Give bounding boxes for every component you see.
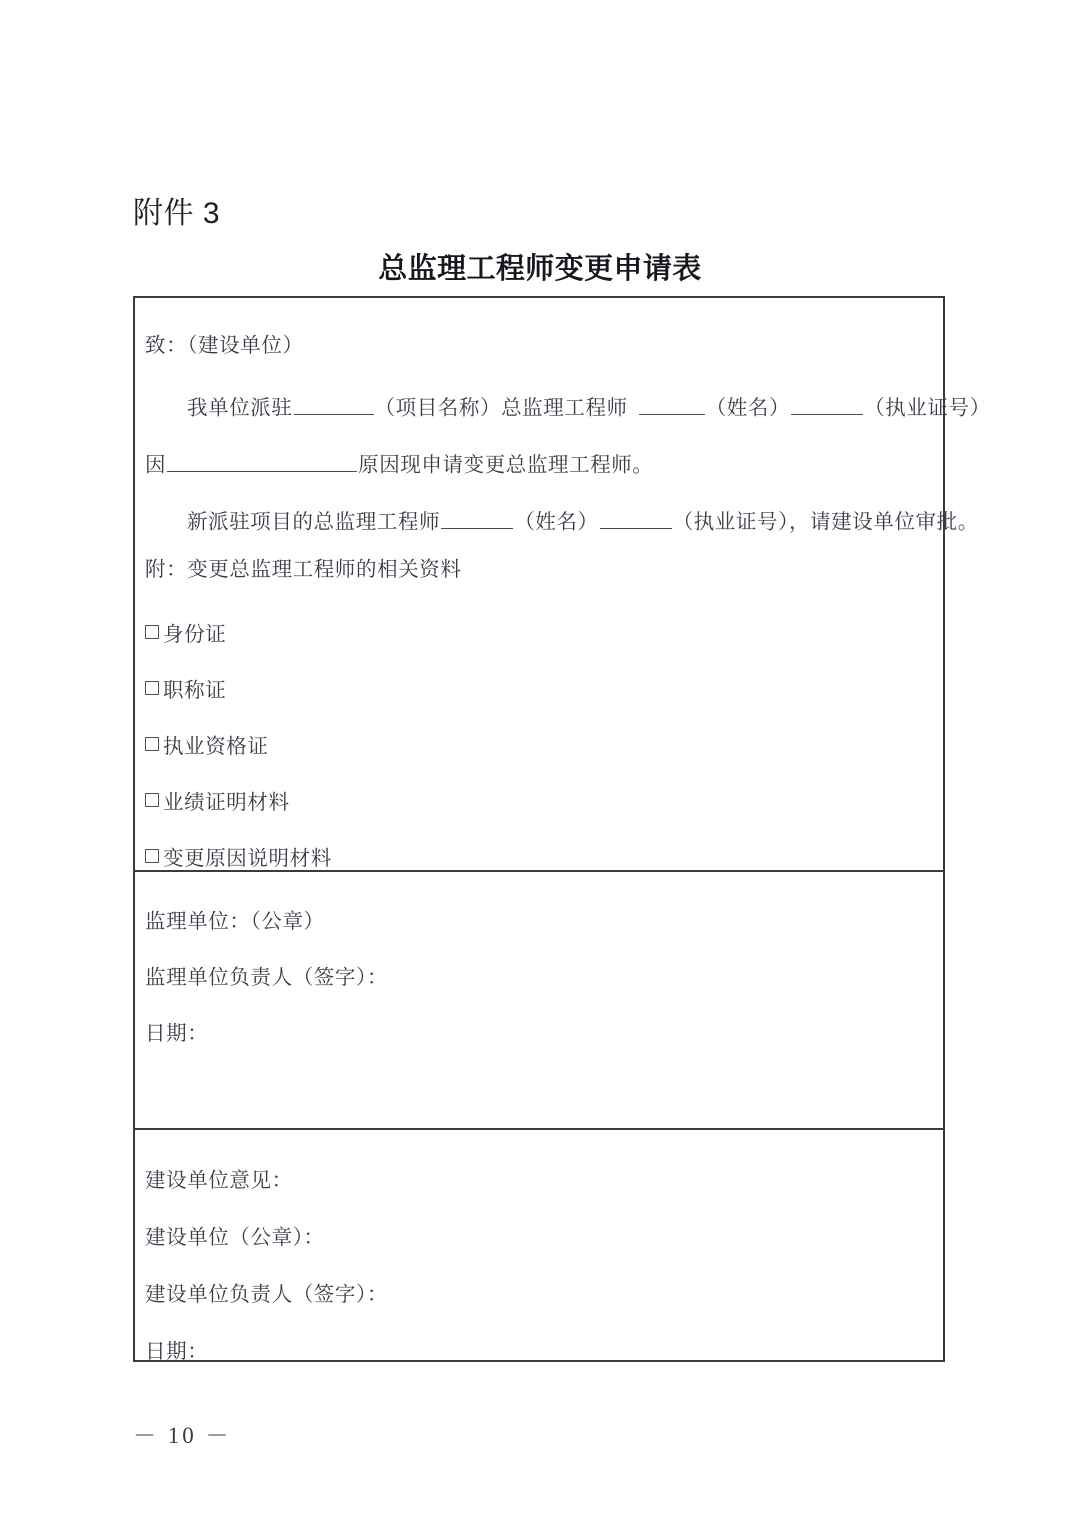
dispatch-prefix-text: 我单位派驻 (187, 397, 293, 420)
attachment-label-text: 身份证 (163, 624, 227, 646)
construction-unit-opinion-label: 建设单位意见： (145, 1170, 293, 1192)
new-engineer-name-text: （姓名） (514, 511, 599, 534)
engineer-name-blank[interactable] (639, 393, 705, 415)
attachment-checkbox-row[interactable] (145, 841, 332, 871)
dispatch-name-text: （姓名） (705, 397, 791, 420)
attachment-label-text: 职称证 (163, 680, 227, 702)
project-name-blank[interactable] (294, 393, 374, 415)
addressee-line: 致：（建设单位） (145, 335, 304, 357)
checkbox-icon[interactable] (145, 793, 159, 807)
attachment-label: 附件 3 (133, 197, 221, 230)
attachment-checkbox-row[interactable] (145, 785, 290, 815)
applicant-section (135, 298, 991, 870)
reason-statement-line (145, 450, 654, 476)
construction-unit-section (135, 1128, 943, 1363)
attachment-label-text: 业绩证明材料 (163, 792, 290, 814)
page-title: 总监理工程师变更申请表 (378, 253, 702, 285)
checkbox-icon[interactable] (145, 681, 159, 695)
attachment-checkbox-row[interactable] (145, 617, 226, 647)
dispatch-project-text: （项目名称）总监理工程师 (374, 397, 628, 420)
reason-prefix-text: 因 (145, 454, 167, 477)
new-engineer-name-blank[interactable] (441, 507, 513, 529)
engineer-license-blank[interactable] (791, 393, 863, 415)
new-engineer-license-text: （执业证号），请建设单位审批。 (672, 511, 979, 534)
new-engineer-license-blank[interactable] (600, 507, 672, 529)
supervision-unit-seal-label: 监理单位：（公章） (145, 911, 325, 933)
construction-unit-date-label: 日期： (145, 1341, 209, 1363)
reason-suffix-text: 原因现申请变更总监理工程师。 (358, 454, 654, 477)
attachment-label-text: 执业资格证 (163, 736, 269, 758)
construction-unit-signature-label: 建设单位负责人（签字）： (145, 1284, 388, 1306)
new-engineer-line (145, 507, 979, 533)
reason-blank[interactable] (167, 450, 357, 472)
new-engineer-prefix-text: 新派驻项目的总监理工程师 (187, 511, 441, 534)
supervision-unit-section (135, 870, 943, 1128)
checkbox-icon[interactable] (145, 625, 159, 639)
checkbox-icon[interactable] (145, 737, 159, 751)
attachment-label-text: 变更原因说明材料 (163, 848, 332, 870)
checkbox-icon[interactable] (145, 849, 159, 863)
application-form-table (133, 296, 991, 1363)
dispatch-statement-line (145, 393, 991, 419)
construction-unit-seal-label: 建设单位（公章）： (145, 1227, 325, 1249)
attachment-checkbox-row[interactable] (145, 729, 269, 759)
supervision-unit-signature-label: 监理单位负责人（签字）： (145, 967, 388, 989)
dispatch-license-text: （执业证号） (864, 397, 991, 420)
attachment-checkbox-row[interactable] (145, 673, 226, 703)
supervision-unit-date-label: 日期： (145, 1023, 209, 1045)
page-number: － 10 － (133, 1423, 232, 1448)
attachments-heading: 附：变更总监理工程师的相关资料 (145, 559, 462, 581)
